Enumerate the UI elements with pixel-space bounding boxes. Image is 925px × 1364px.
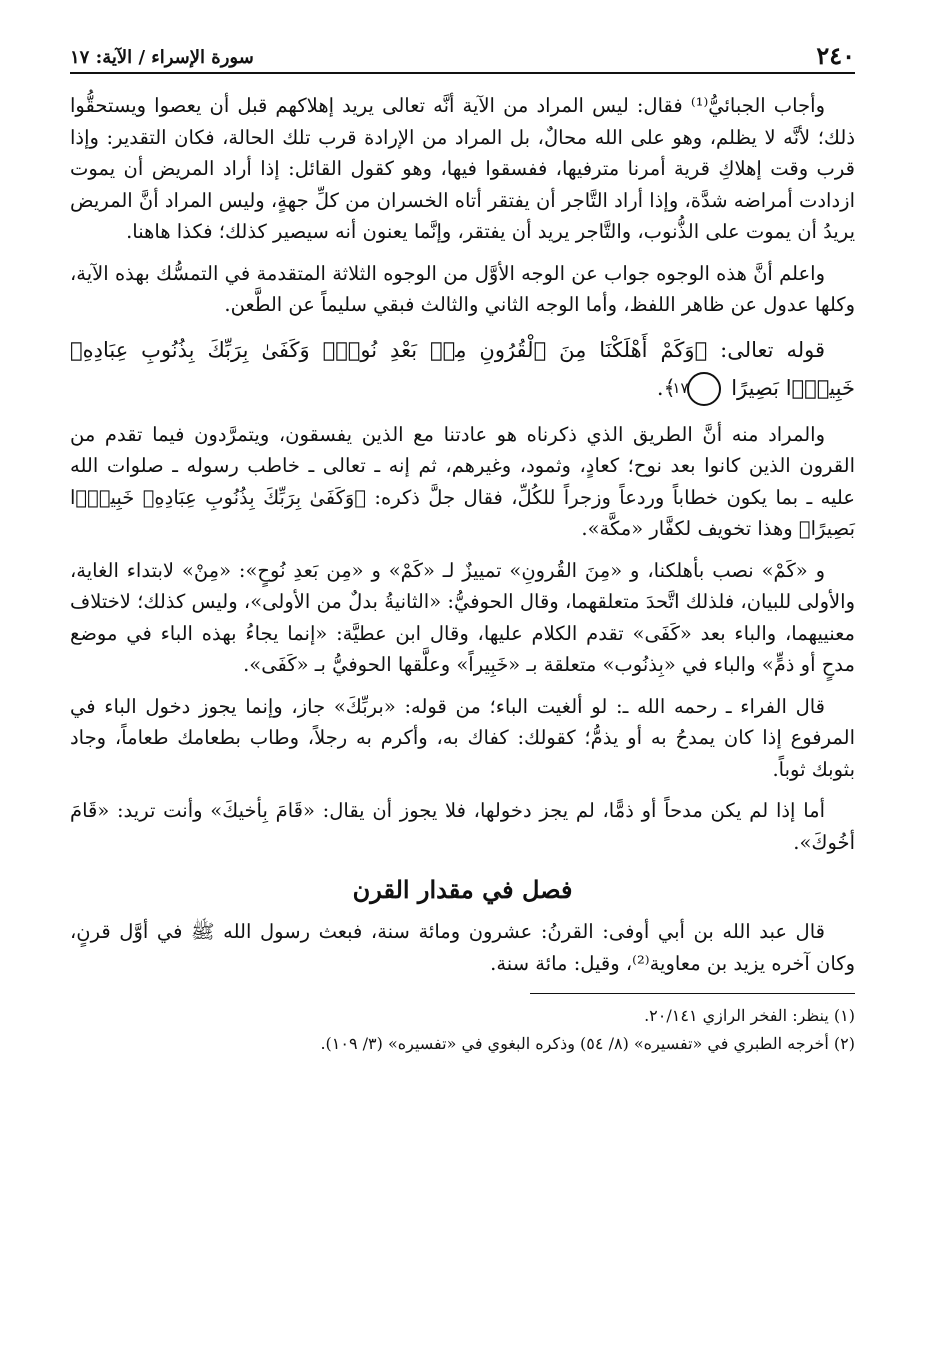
page-content — [70, 90, 855, 1058]
running-title: سورة الإسراء / الآية: ١٧ — [70, 47, 254, 68]
verse-close: ﴾. — [656, 375, 676, 400]
section-title: فصل في مقدار القرن — [352, 875, 573, 904]
paragraph: وأجاب الجبائيُّ⁽¹⁾ فقال: ليس المراد من الآية أنَّه تعالى يريد إهلاكهم قبل أن يعصوا ويستحقُّوا ذلك؛ لأنَّه لا يظلم، وهو على الله محالٌ، بل المراد من الإرادة قرب تلك الحالة، فكان التقدير: وإذا قرب وقت إهلاكِ قرية أمرنا مترفيها، ففسقوا فيها، وهو كقول القائل: إذا أراد المريض أن يموت ازدادت أمراضه شدَّة، وإذا أراد التَّاجر أن يفتقر أتاه الخسران من كلِّ جهةٍ، وليس المراد أنَّ المريض يريدُ أن يموت على الذُّنوب، والتَّاجر يريد أن يفتقر، وإنَّما يعنون أنه سيصير كذلك؛ فكذا هاهنا. — [70, 94, 855, 243]
paragraph: أما إذا لم يكن مدحاً أو ذمًّا، لم يجز دخولها، فلا يجوز أن يقال: «قَامَ بِأخيكَ» وأنت تريد: «قَامَ أخُوكَ». — [70, 799, 855, 854]
footnote: (١) ينظر: الفخر الرازي ٢٠/١٤١. — [644, 1006, 855, 1025]
paragraph: قال عبد الله بن أبي أوفى: القرنُ: عشرون ومائة سنة، فبعث رسول الله ﷺ في أوَّل قرنٍ، وكان آخره يزيد بن معاوية⁽²⁾، وقيل: مائة سنة. — [70, 920, 855, 975]
verse-lead: قوله تعالى: — [720, 337, 825, 362]
page-header — [70, 28, 855, 74]
verse-text: ﴿وَكَمْ أَهْلَكْنَا مِنَ ٱلْقُرُونِ مِنۢ بَعْدِ نُوحٍۗ وَكَفَىٰ بِرَبِّكَ بِذُنُوبِ عِبَادِهِۦ خَبِيرًۢا بَصِيرًا — [70, 337, 855, 400]
quran-verse — [70, 331, 855, 407]
book-page — [70, 28, 855, 1328]
page-number: ٢٤٠ — [816, 41, 855, 70]
paragraph: و «كَمْ» نصب بأهلكنا، و «مِنَ القُرونِ» تمييزٌ لـ «كَمْ» و «مِن بَعدِ نُوحٍ»: «مِنْ» لابتداء الغاية، والأولى للبيان، فلذلك اتَّحدَ متعلقهما، وقال الحوفيُّ: «الثانيةُ بدلٌ من الأولى»، وليس كذلك؛ لاختلاف معنييهما، والباء بعد «كَفَى» تقدم الكلام عليها، وقال ابن عطيَّة: «إنما يجاءُ بهذه الباء في موضع مدحٍ أو ذمٍّ» والباء في «بِذنُوب» متعلقة بـ «خَبِيراً» وعلَّقها الحوفيُّ بـ «كَفَى». — [70, 558, 855, 676]
footnote: (٢) أخرجه الطبري في «تفسيره» (٨/ ٥٤) وذكره البغوي في «تفسيره» (٣/ ١٠٩). — [320, 1034, 855, 1053]
footnote-divider — [530, 993, 855, 994]
ayah-number-icon: ١٧ — [687, 372, 721, 406]
paragraph: واعلم أنَّ هذه الوجوه جواب عن الوجه الأوَّل من الوجوه الثلاثة المتقدمة في التمسُّك بهذه الآية، وكلها عدول عن ظاهر اللفظ، وأما الوجه الثاني والثالث فبقي سليماً عن الطَّعن. — [70, 261, 855, 316]
paragraph: والمراد منه أنَّ الطريق الذي ذكرناه هو عادتنا مع الذين يفسقون، ويتمرَّدون فيما تقدم من القرون الذين كانوا بعد نوح؛ كعادٍ، وثمود، وغيرهم، ثم إنه ـ تعالى ـ خاطب رسوله ـ صلوات الله عليه ـ بما يكون خطاباً وردعاً وزجراً للكُلِّ، فقال جلَّ ذكره: ﴿وَكَفَىٰ بِرَبِّكَ بِذُنُوبِ عِبَادِهِۦ خَبِيرًۢا بَصِيرًا﴾ وهذا تخويف لكفَّار «مكَّة». — [70, 422, 855, 540]
paragraph: قال الفراء ـ رحمه الله ـ: لو ألغيت الباء؛ من قوله: «بربِّكَ» جاز، وإنما يجوز دخول الباء في المرفوع إذا كان يمدحُ به أو يذمُّ؛ كقولك: كفاك به، وأكرم به رجلاً، وطاب بطعامك طعاماً، وجاد بثوبك ثوباً. — [70, 694, 855, 781]
